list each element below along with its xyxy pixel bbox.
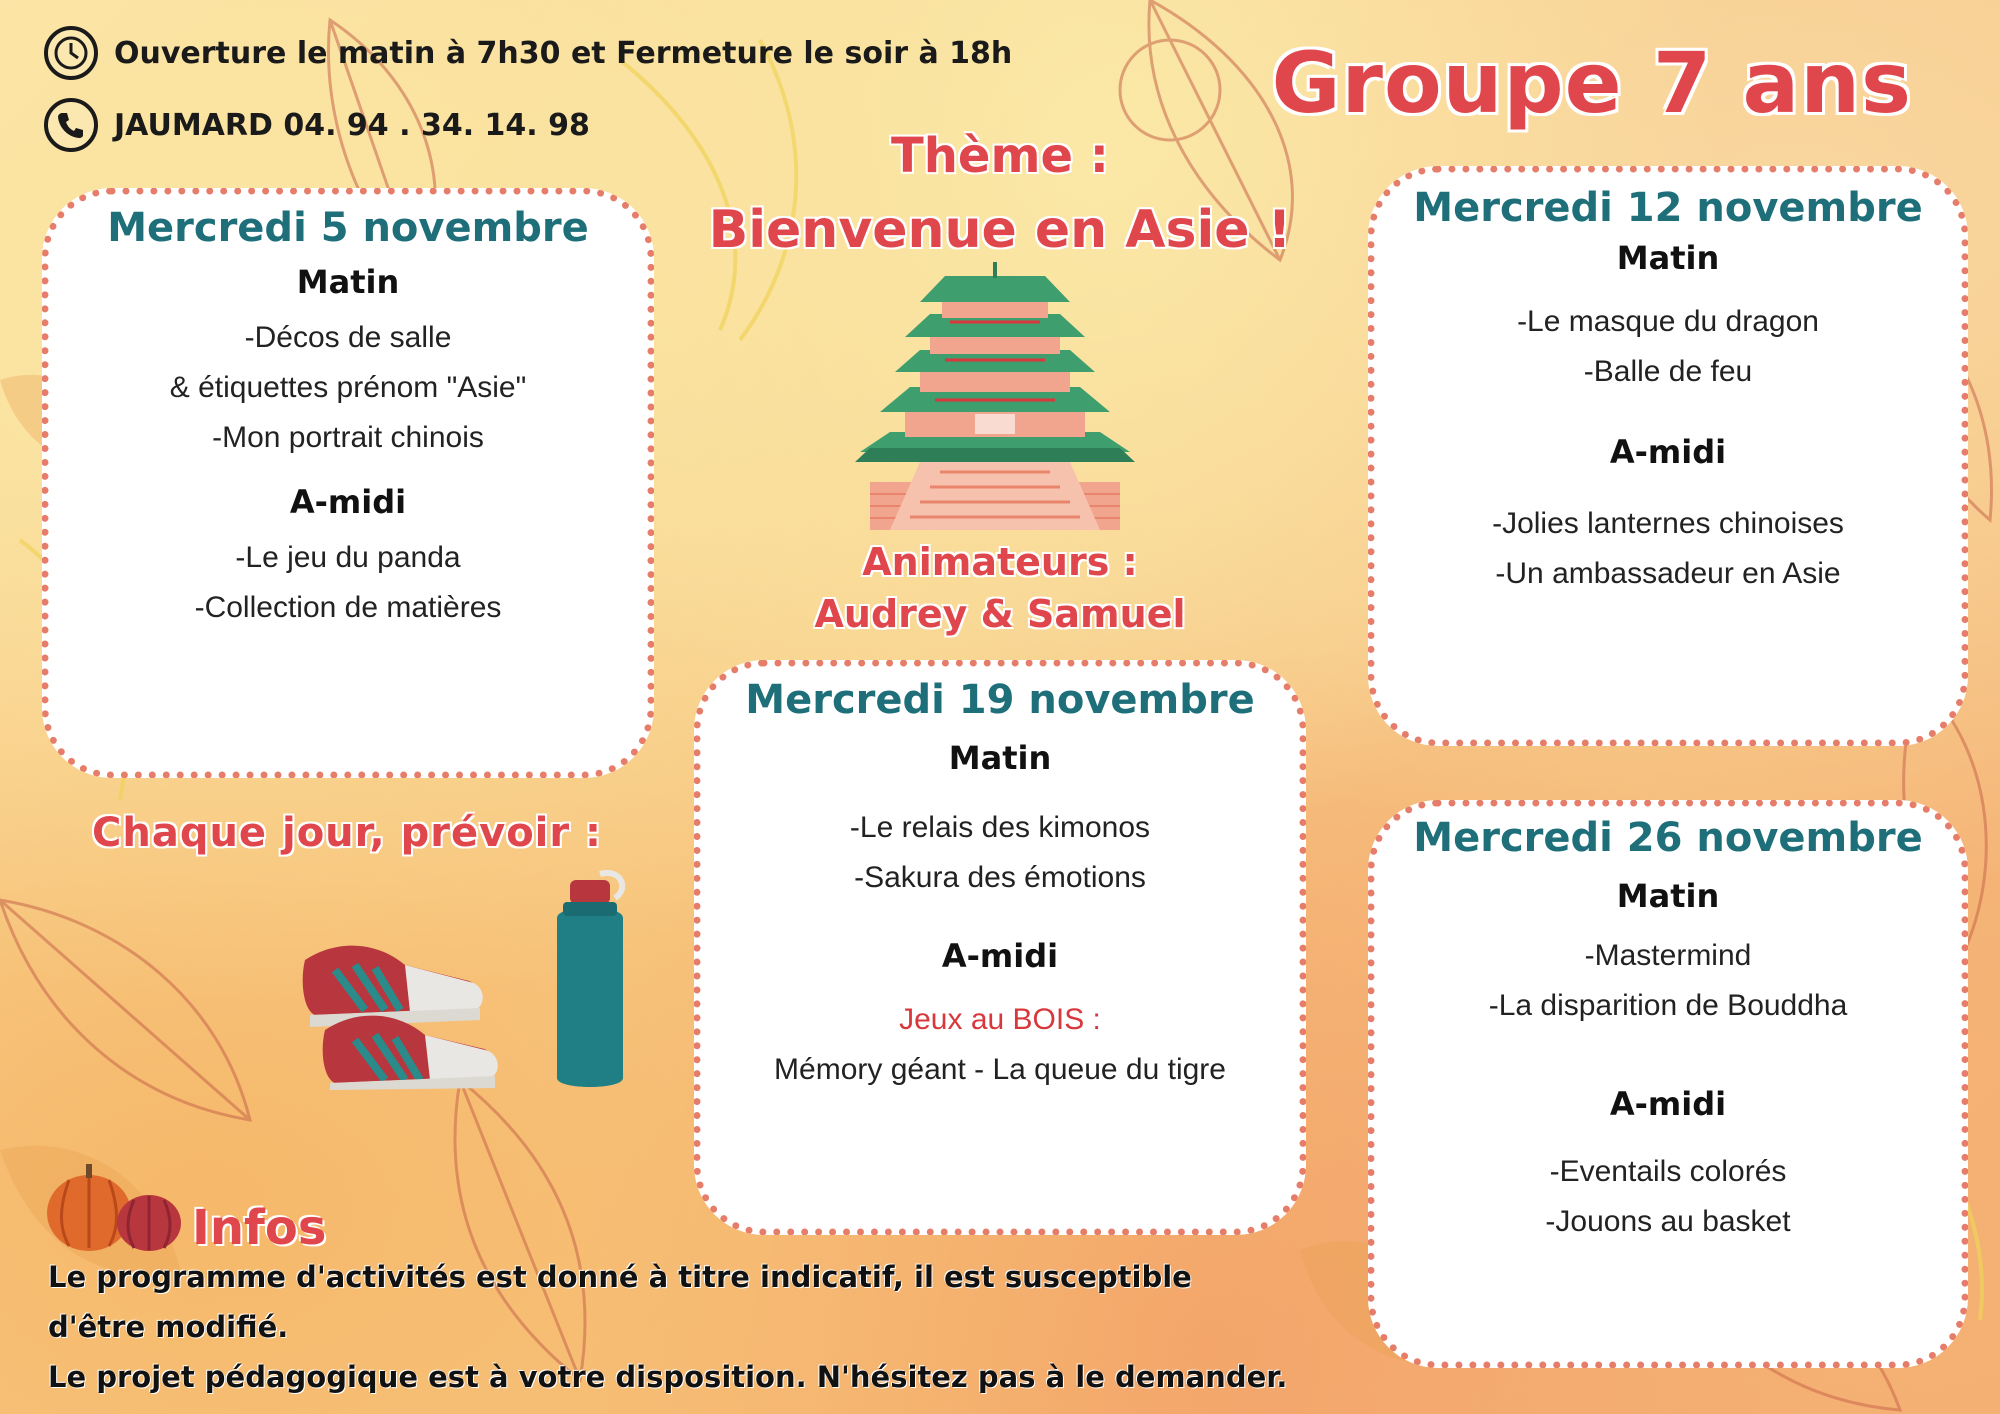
afternoon-label: A-midi: [1609, 433, 1727, 471]
animateurs-label: Animateurs :: [862, 540, 1138, 584]
morning-label: Matin: [1616, 239, 1720, 277]
morning-label: Matin: [948, 739, 1052, 777]
day-date: Mercredi 5 novembre: [107, 205, 589, 251]
pagoda-illustration: [850, 262, 1140, 532]
activity-item: -Mon portrait chinois: [212, 421, 484, 454]
activity-item: -Un ambassadeur en Asie: [1495, 557, 1841, 590]
group-title: Groupe 7 ans: [1271, 34, 1912, 132]
activity-item: -Décos de salle: [244, 321, 452, 354]
day-date: Mercredi 12 novembre: [1413, 185, 1923, 231]
afternoon-label: A-midi: [941, 937, 1059, 975]
phone-text: JAUMARD 04. 94 . 34. 14. 98: [114, 107, 590, 143]
pumpkin-icon: [44, 1158, 184, 1253]
day-card-12-novembre: [1368, 166, 1968, 746]
day-card-26-novembre: [1368, 800, 1968, 1368]
clock-icon: [44, 26, 98, 80]
morning-label: Matin: [296, 263, 400, 301]
activity-item: -Jolies lanternes chinoises: [1492, 507, 1844, 540]
opening-hours: [44, 26, 1012, 80]
theme-name: Bienvenue en Asie !: [708, 200, 1292, 260]
infos-line: d'être modifié.: [48, 1310, 289, 1344]
day-date: Mercredi 19 novembre: [745, 677, 1255, 723]
infos-title: Infos: [192, 1200, 327, 1256]
activity-item: -La disparition de Bouddha: [1488, 989, 1848, 1022]
activity-highlight: Jeux au BOIS :: [899, 1003, 1101, 1036]
phone-line: [44, 98, 590, 152]
activity-item: -Le masque du dragon: [1517, 305, 1819, 338]
activity-item: -Sakura des émotions: [854, 861, 1146, 894]
infos-line: Le projet pédagogique est à votre disposition. N'hésitez pas à le demander.: [48, 1360, 1288, 1394]
day-card-19-novembre: [694, 660, 1306, 1235]
opening-hours-text: Ouverture le matin à 7h30 et Fermeture le soir à 18h: [114, 35, 1013, 71]
afternoon-label: A-midi: [1609, 1085, 1727, 1123]
activity-item: -Collection de matières: [194, 591, 502, 624]
phone-icon: [44, 98, 98, 152]
activity-item: -Le jeu du panda: [235, 541, 461, 574]
day-card-5-novembre: [42, 188, 654, 778]
activity-item: Mémory géant - La queue du tigre: [774, 1053, 1226, 1086]
activity-item: -Balle de feu: [1583, 355, 1753, 388]
sneakers-icon: [295, 920, 510, 1090]
animateurs-names: Audrey & Samuel: [814, 592, 1186, 636]
theme-label: Thème :: [891, 128, 1109, 184]
infos-line: Le programme d'activités est donné à titre indicatif, il est susceptible: [48, 1260, 1192, 1294]
morning-label: Matin: [1616, 877, 1720, 915]
activity-item: -Jouons au basket: [1545, 1205, 1791, 1238]
activity-item: -Eventails colorés: [1549, 1155, 1787, 1188]
afternoon-label: A-midi: [289, 483, 407, 521]
activity-item: & étiquettes prénom "Asie": [169, 371, 527, 404]
infos-text: [48, 1252, 1348, 1402]
prevoir-label: Chaque jour, prévoir :: [92, 810, 603, 856]
day-date: Mercredi 26 novembre: [1413, 815, 1923, 861]
water-bottle-icon: [545, 868, 635, 1093]
activity-item: -Le relais des kimonos: [849, 811, 1151, 844]
activity-item: -Mastermind: [1584, 939, 1752, 972]
